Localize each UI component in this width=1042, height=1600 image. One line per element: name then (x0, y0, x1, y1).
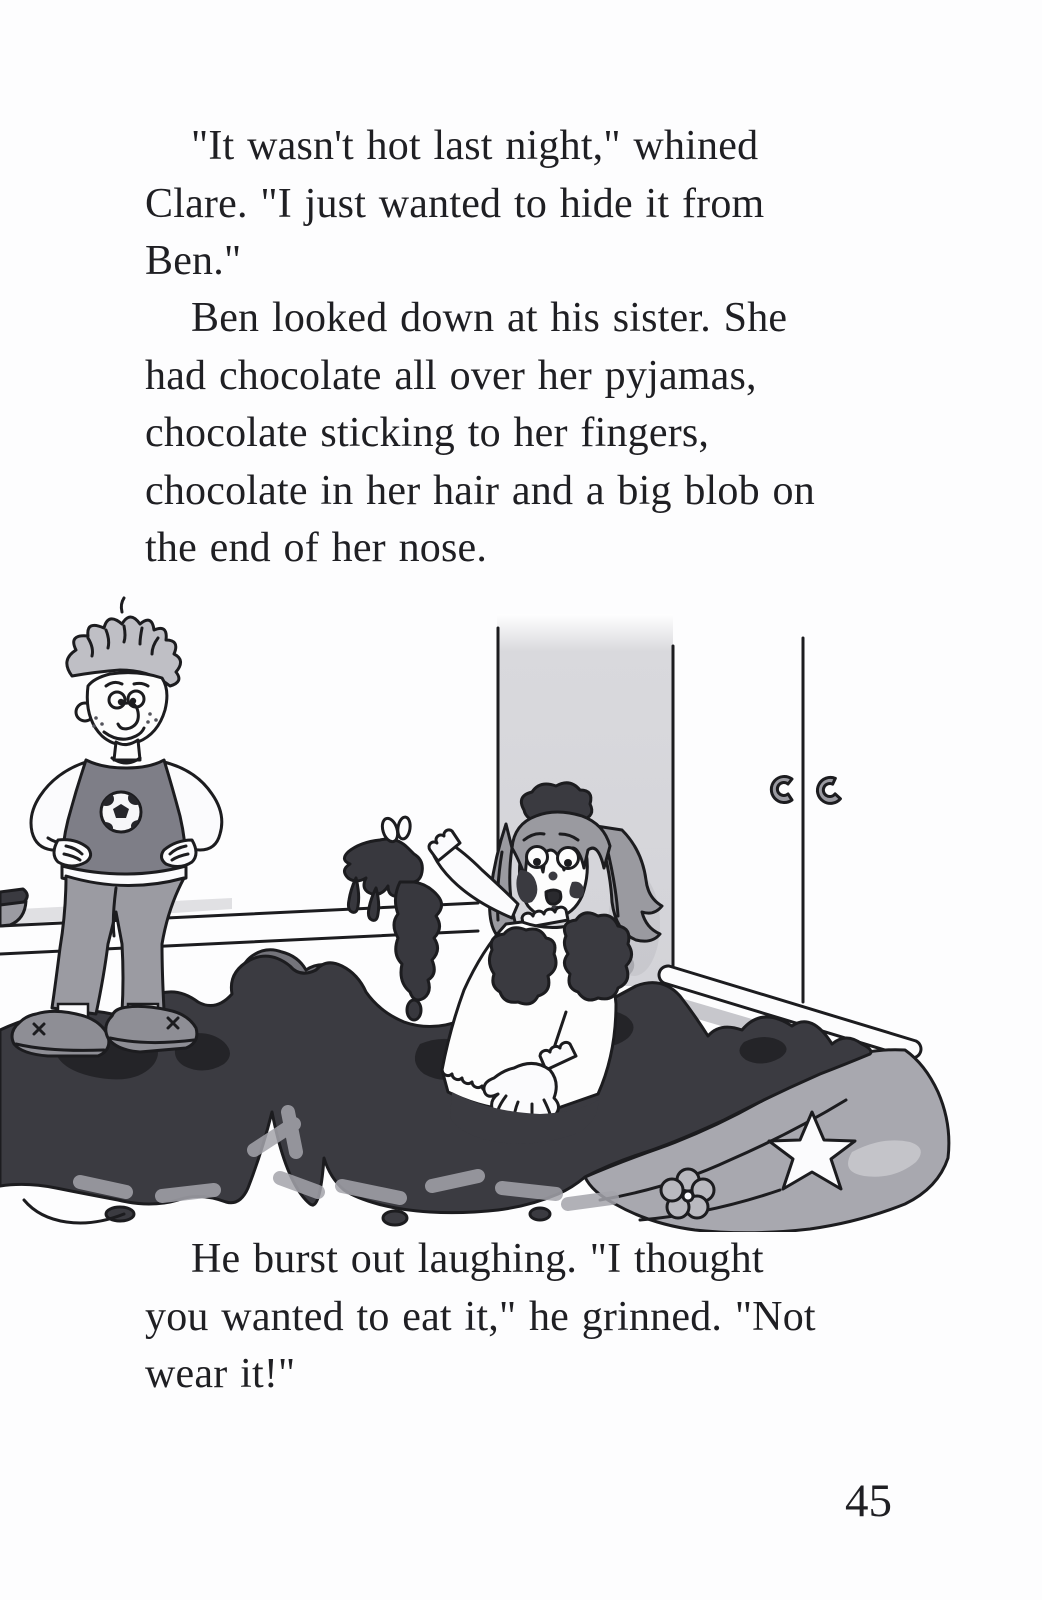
text-line: you wanted to eat it," he grinned. "Not (145, 1293, 816, 1340)
text-line: chocolate in her hair and a big blob on (145, 467, 815, 514)
text-line: He burst out laughing. "I thought (191, 1236, 764, 1282)
text-line: Ben looked down at his sister. She (191, 295, 788, 341)
boy-figure (12, 598, 222, 1056)
text-line: Ben." (145, 238, 242, 284)
text-line: "It wasn't hot last night," whined (191, 123, 759, 169)
text-line: wear it!" (145, 1351, 296, 1397)
paragraph-1 (145, 118, 925, 291)
wardrobe-handle-icon (815, 776, 841, 806)
wardrobe-handle-icon (771, 777, 792, 803)
paragraph-3 (145, 1231, 925, 1404)
text-line: Clare. "I just wanted to hide it from (145, 180, 765, 227)
book-illustration (0, 552, 1042, 1232)
page-number: 45 (845, 1475, 892, 1527)
text-line: the end of her nose. (145, 525, 488, 571)
paragraph-2 (145, 290, 925, 578)
text-line: had chocolate all over her pyjamas, (145, 352, 757, 399)
text-line: chocolate sticking to her fingers, (145, 410, 710, 456)
